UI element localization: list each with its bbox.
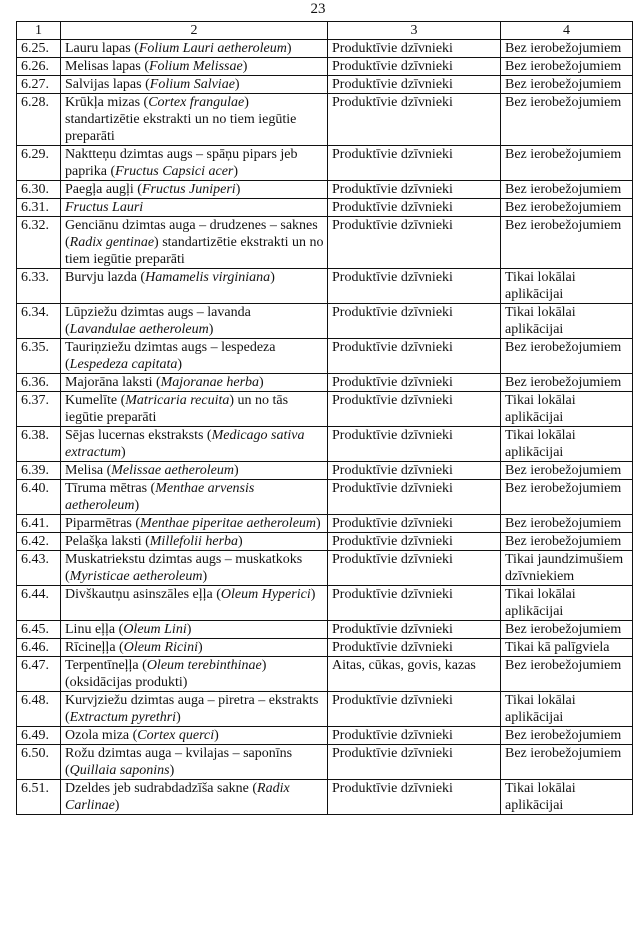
table-row (17, 480, 633, 515)
restriction: Tikai lokālai aplikācijai (501, 427, 633, 462)
table-row (17, 727, 633, 745)
substance-name-suffix: ) (286, 41, 292, 56)
restriction: Bez ierobežojumiem (501, 217, 633, 269)
table-row (17, 657, 633, 692)
substance-name (61, 269, 328, 304)
table-row (17, 621, 633, 639)
substance-name-suffix: ) (120, 445, 126, 460)
table-body (17, 40, 633, 815)
row-number: 6.33. (17, 269, 61, 304)
substance-name (61, 533, 328, 551)
table-row (17, 40, 633, 58)
substance-name-suffix: ) (202, 569, 208, 584)
target-species: Produktīvie dzīvnieki (328, 76, 501, 94)
substance-name-text: Rožu dzimtas auga – kvilajas – saponīns ( (65, 746, 293, 778)
substance-name (61, 427, 328, 462)
page-number: 23 (310, 1, 326, 17)
target-species: Produktīvie dzīvnieki (328, 181, 501, 199)
substance-name (61, 745, 328, 780)
table-header (17, 22, 633, 40)
substance-latin-name: Folium Lauri aetheroleum (138, 41, 287, 56)
substance-latin-name: Fructus Juniperi (141, 182, 236, 197)
substance-table (16, 21, 633, 815)
substance-latin-name: Melissae aetheroleum (111, 463, 234, 478)
table-row (17, 146, 633, 181)
target-species: Aitas, cūkas, govis, kazas (328, 657, 501, 692)
row-number: 6.43. (17, 551, 61, 586)
substance-name-suffix: ) (270, 270, 275, 285)
substance-latin-name: Lespedeza capitata (69, 357, 178, 372)
row-number: 6.45. (17, 621, 61, 639)
substance-name-text: Salvijas lapas ( (65, 77, 150, 92)
row-number: 6.36. (17, 374, 61, 392)
substance-name-suffix: ) (177, 357, 183, 372)
row-number: 6.35. (17, 339, 61, 374)
substance-name-text: Naktteņu dzimtas augs – spāņu pipars jeb paprika ( (65, 147, 298, 179)
table-row (17, 392, 633, 427)
target-species: Produktīvie dzīvnieki (328, 374, 501, 392)
target-species: Produktīvie dzīvnieki (328, 480, 501, 515)
substance-name-suffix: ) (234, 463, 239, 478)
substance-name-text: Krūkļa mizas ( (65, 95, 149, 110)
restriction: Bez ierobežojumiem (501, 480, 633, 515)
table-row (17, 304, 633, 339)
row-number: 6.26. (17, 58, 61, 76)
substance-latin-name: Fructus Capsici acer (115, 164, 234, 179)
table-row (17, 692, 633, 727)
restriction: Bez ierobežojumiem (501, 533, 633, 551)
row-number: 6.40. (17, 480, 61, 515)
restriction: Bez ierobežojumiem (501, 199, 633, 217)
restriction: Tikai lokālai aplikācijai (501, 780, 633, 815)
substance-name-suffix: ) standartizētie ekstrakti un no tiem iegūtie preparāti (65, 95, 297, 144)
substance-name (61, 551, 328, 586)
row-number: 6.42. (17, 533, 61, 551)
substance-name-suffix: ) (176, 710, 181, 725)
target-species: Produktīvie dzīvnieki (328, 639, 501, 657)
target-species: Produktīvie dzīvnieki (328, 304, 501, 339)
table-row (17, 462, 633, 480)
substance-name (61, 780, 328, 815)
restriction: Bez ierobežojumiem (501, 146, 633, 181)
substance-name-suffix: ) (310, 587, 316, 602)
substance-name-text: Majorāna laksti ( (65, 375, 161, 390)
substance-name-text: Lūpziežu dzimtas augs – lavanda ( (65, 305, 251, 337)
target-species: Produktīvie dzīvnieki (328, 427, 501, 462)
restriction: Bez ierobežojumiem (501, 339, 633, 374)
restriction: Tikai lokālai aplikācijai (501, 586, 633, 621)
substance-latin-name: Radix gentinae (69, 235, 155, 250)
target-species: Produktīvie dzīvnieki (328, 146, 501, 181)
table-row (17, 586, 633, 621)
substance-name (61, 76, 328, 94)
substance-name-suffix: ) (242, 59, 248, 74)
substance-name-suffix: ) (oksidācijas produkti) (65, 658, 267, 690)
substance-name (61, 586, 328, 621)
restriction: Bez ierobežojumiem (501, 76, 633, 94)
restriction: Bez ierobežojumiem (501, 58, 633, 76)
substance-latin-name: Majoranae herba (160, 375, 260, 390)
substance-latin-name: Quillaia saponins (69, 763, 170, 778)
substance-name-suffix: ) (234, 77, 240, 92)
substance-latin-name: Oleum terebinthinae (146, 658, 262, 673)
substance-name (61, 692, 328, 727)
substance-latin-name: Radix Carlinae (65, 781, 290, 813)
substance-name-text: Lauru lapas ( (65, 41, 139, 56)
substance-name-text: Tīruma mētras ( (65, 481, 156, 496)
target-species: Produktīvie dzīvnieki (328, 621, 501, 639)
restriction: Tikai lokālai aplikācijai (501, 392, 633, 427)
table-row (17, 639, 633, 657)
substance-name-suffix: ) (114, 798, 120, 813)
substance-name (61, 217, 328, 269)
table-row (17, 217, 633, 269)
restriction: Bez ierobežojumiem (501, 515, 633, 533)
restriction: Tikai jaundzimušiem dzīvniekiem (501, 551, 633, 586)
substance-latin-name: Lavandulae aetheroleum (69, 322, 209, 337)
substance-latin-name: Cortex frangulae (148, 95, 245, 110)
substance-name (61, 94, 328, 146)
substance-latin-name: Folium Melissae (148, 59, 243, 74)
restriction: Bez ierobežojumiem (501, 657, 633, 692)
substance-name-suffix: ) (197, 640, 203, 655)
substance-latin-name: Oleum Lini (123, 622, 187, 637)
substance-latin-name: Matricaria recuita (125, 393, 230, 408)
substance-name-text: Kumelīte ( (65, 393, 126, 408)
target-species: Produktīvie dzīvnieki (328, 40, 501, 58)
substance-name-suffix: ) standartizētie ekstrakti un no tiem iegūtie preparāti (65, 235, 324, 267)
row-number: 6.31. (17, 199, 61, 217)
substance-name-suffix: ) (233, 164, 239, 179)
substance-name-text: Tauriņziežu dzimtas augs – lespedeza ( (65, 340, 276, 372)
target-species: Produktīvie dzīvnieki (328, 269, 501, 304)
header-col-2: 2 (61, 22, 328, 40)
substance-name-text: Melisa ( (65, 463, 112, 478)
target-species: Produktīvie dzīvnieki (328, 462, 501, 480)
substance-name-suffix: ) (214, 728, 219, 743)
row-number: 6.27. (17, 76, 61, 94)
substance-name-text: Linu eļļa ( (65, 622, 124, 637)
substance-latin-name: Oleum Ricini (123, 640, 198, 655)
substance-name-suffix: ) un no tās iegūtie preparāti (65, 393, 289, 425)
restriction: Bez ierobežojumiem (501, 462, 633, 480)
substance-latin-name: Fructus Lauri (65, 200, 144, 215)
substance-latin-name: Hamamelis virginiana (145, 270, 271, 285)
substance-name (61, 339, 328, 374)
row-number: 6.49. (17, 727, 61, 745)
substance-name-text: Dzeldes jeb sudrabdadzīša sakne ( (65, 781, 258, 796)
target-species: Produktīvie dzīvnieki (328, 727, 501, 745)
row-number: 6.37. (17, 392, 61, 427)
substance-name-suffix: ) (169, 763, 175, 778)
substance-name-text: Divškautņu asinszāles eļļa ( (65, 587, 221, 602)
substance-name (61, 146, 328, 181)
row-number: 6.25. (17, 40, 61, 58)
substance-name-suffix: ) (238, 534, 243, 549)
table-row (17, 551, 633, 586)
target-species: Produktīvie dzīvnieki (328, 515, 501, 533)
row-number: 6.29. (17, 146, 61, 181)
restriction: Tikai lokālai aplikācijai (501, 269, 633, 304)
restriction: Tikai lokālai aplikācijai (501, 304, 633, 339)
substance-name-suffix: ) (134, 498, 140, 513)
substance-name (61, 657, 328, 692)
restriction: Bez ierobežojumiem (501, 40, 633, 58)
target-species: Produktīvie dzīvnieki (328, 94, 501, 146)
restriction: Bez ierobežojumiem (501, 94, 633, 146)
substance-name (61, 40, 328, 58)
substance-name (61, 181, 328, 199)
header-col-4: 4 (501, 22, 633, 40)
restriction: Bez ierobežojumiem (501, 181, 633, 199)
table-row (17, 533, 633, 551)
substance-name (61, 304, 328, 339)
target-species: Produktīvie dzīvnieki (328, 692, 501, 727)
row-number: 6.47. (17, 657, 61, 692)
substance-latin-name: Menthae piperitae aetheroleum (140, 516, 317, 531)
substance-name (61, 480, 328, 515)
substance-name-text: Paegļa augļi ( (65, 182, 142, 197)
row-number: 6.39. (17, 462, 61, 480)
table-row (17, 745, 633, 780)
table-row (17, 58, 633, 76)
substance-name-text: Ozola miza ( (65, 728, 138, 743)
table-row (17, 199, 633, 217)
table-row (17, 427, 633, 462)
row-number: 6.28. (17, 94, 61, 146)
row-number: 6.32. (17, 217, 61, 269)
substance-name-suffix: ) (208, 322, 214, 337)
row-number: 6.41. (17, 515, 61, 533)
target-species: Produktīvie dzīvnieki (328, 58, 501, 76)
table-row (17, 339, 633, 374)
substance-name-text: Muskatriekstu dzimtas augs – muskatkoks ( (65, 552, 303, 584)
substance-name (61, 621, 328, 639)
substance-name (61, 392, 328, 427)
substance-name-text: Sējas lucernas ekstraksts ( (65, 428, 212, 443)
table-row (17, 374, 633, 392)
substance-name-text: Burvju lazda ( (65, 270, 146, 285)
substance-name (61, 199, 328, 217)
substance-name-suffix: ) (259, 375, 264, 390)
substance-latin-name: Medicago sativa extractum (65, 428, 305, 460)
substance-name-text: Kurvjziežu dzimtas auga – piretra – ekstrakts ( (65, 693, 319, 725)
restriction: Bez ierobežojumiem (501, 374, 633, 392)
target-species: Produktīvie dzīvnieki (328, 551, 501, 586)
target-species: Produktīvie dzīvnieki (328, 533, 501, 551)
restriction: Tikai lokālai aplikācijai (501, 692, 633, 727)
substance-latin-name: Menthae arvensis aetheroleum (65, 481, 255, 513)
substance-name-suffix: ) (316, 516, 321, 531)
substance-name (61, 462, 328, 480)
target-species: Produktīvie dzīvnieki (328, 745, 501, 780)
row-number: 6.51. (17, 780, 61, 815)
substance-latin-name: Oleum Hyperici (220, 587, 311, 602)
substance-name-text: Genciānu dzimtas auga – drudzenes – saknes ( (65, 218, 318, 250)
table-row (17, 181, 633, 199)
table-row (17, 780, 633, 815)
target-species: Produktīvie dzīvnieki (328, 217, 501, 269)
substance-name-text: Rīcineļļa ( (65, 640, 124, 655)
substance-name-text: Terpentīneļļa ( (65, 658, 147, 673)
header-col-1: 1 (17, 22, 61, 40)
restriction: Bez ierobežojumiem (501, 727, 633, 745)
substance-name (61, 727, 328, 745)
substance-latin-name: Myristicae aetheroleum (69, 569, 203, 584)
target-species: Produktīvie dzīvnieki (328, 339, 501, 374)
table-row (17, 76, 633, 94)
header-col-3: 3 (328, 22, 501, 40)
row-number: 6.46. (17, 639, 61, 657)
row-number: 6.44. (17, 586, 61, 621)
substance-name-text: Pelašķa laksti ( (65, 534, 150, 549)
table-row (17, 269, 633, 304)
table-row (17, 94, 633, 146)
substance-name-text: Melisas lapas ( (65, 59, 149, 74)
row-number: 6.50. (17, 745, 61, 780)
substance-name-suffix: ) (235, 182, 241, 197)
row-number: 6.48. (17, 692, 61, 727)
row-number: 6.30. (17, 181, 61, 199)
restriction: Tikai kā palīgviela (501, 639, 633, 657)
header-row (17, 22, 633, 40)
substance-latin-name: Cortex querci (137, 728, 215, 743)
restriction: Bez ierobežojumiem (501, 621, 633, 639)
substance-name (61, 639, 328, 657)
target-species: Produktīvie dzīvnieki (328, 586, 501, 621)
substance-latin-name: Folium Salviae (149, 77, 235, 92)
target-species: Produktīvie dzīvnieki (328, 392, 501, 427)
substance-name (61, 515, 328, 533)
substance-latin-name: Extractum pyrethri (69, 710, 177, 725)
substance-latin-name: Millefolii herba (149, 534, 239, 549)
substance-name (61, 374, 328, 392)
substance-name-text: Piparmētras ( (65, 516, 141, 531)
table-row (17, 515, 633, 533)
substance-name (61, 58, 328, 76)
row-number: 6.38. (17, 427, 61, 462)
substance-name-suffix: ) (186, 622, 192, 637)
restriction: Bez ierobežojumiem (501, 745, 633, 780)
target-species: Produktīvie dzīvnieki (328, 199, 501, 217)
row-number: 6.34. (17, 304, 61, 339)
target-species: Produktīvie dzīvnieki (328, 780, 501, 815)
